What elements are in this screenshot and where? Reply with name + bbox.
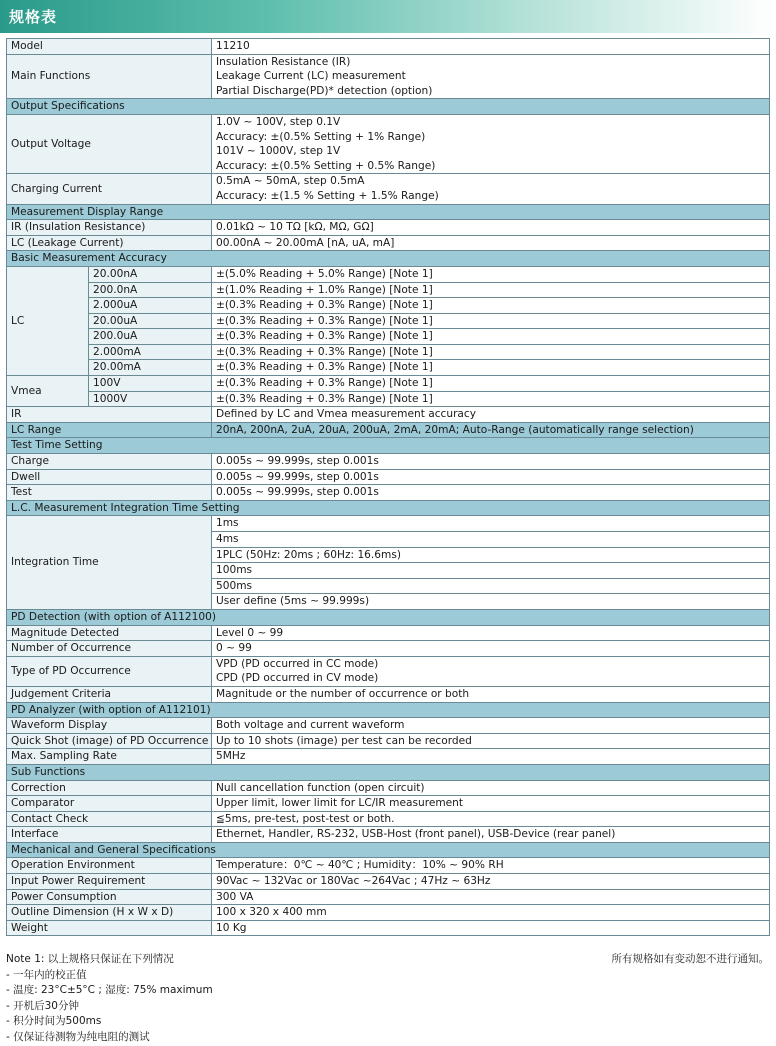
- section-title: Sub Functions: [7, 764, 770, 780]
- spec-value-line: Ethernet, Handler, RS-232, USB-Host (front panel), USB-Device (rear panel): [216, 828, 616, 841]
- spec-row: [7, 889, 770, 905]
- spec-label: Power Consumption: [7, 889, 212, 905]
- accuracy-value: ±(0.3% Reading + 0.3% Range) [Note 1]: [212, 313, 770, 329]
- spec-value: 4ms: [212, 532, 770, 548]
- spec-value-line: 300 VA: [216, 890, 254, 903]
- section-row: [7, 500, 770, 516]
- spec-value-line: 0.5mA ~ 50mA, step 0.5mA: [216, 175, 365, 188]
- section-row: [7, 609, 770, 625]
- spec-value: [212, 827, 770, 843]
- spec-value: User define (5ms ~ 99.999s): [212, 594, 770, 610]
- section-title: Measurement Display Range: [7, 204, 770, 220]
- accuracy-value: ±(0.3% Reading + 0.3% Range) [Note 1]: [212, 344, 770, 360]
- accuracy-row: [7, 344, 770, 360]
- spec-value: [212, 780, 770, 796]
- spec-label: Operation Environment: [7, 858, 212, 874]
- spec-value-line: CPD (PD occurred in CV mode): [216, 672, 379, 685]
- spec-value-line: 0.01kΩ ~ 10 TΩ [kΩ, MΩ, GΩ]: [216, 221, 374, 234]
- spec-value-line: Upper limit, lower limit for LC/IR measurement: [216, 797, 464, 810]
- spec-row: [7, 811, 770, 827]
- spec-label: Contact Check: [7, 811, 212, 827]
- section-row: [7, 251, 770, 267]
- note-line: - 仅保证待测物为纯电阻的测试: [6, 1030, 150, 1043]
- note-line: Note 1: 以上规格只保证在下列情况: [6, 953, 174, 965]
- spec-value-line: 90Vac ~ 132Vac or 180Vac ~264Vac ; 47Hz ~ 63Hz: [216, 875, 491, 888]
- spec-label: Comparator: [7, 796, 212, 812]
- spec-row: [7, 686, 770, 702]
- spec-row: [7, 235, 770, 251]
- group-label: Vmea: [7, 376, 89, 407]
- section-value: 20nA, 200nA, 2uA, 20uA, 200uA, 2mA, 20mA; Auto-Range (automatically range selection): [212, 422, 770, 438]
- spec-label: Input Power Requirement: [7, 874, 212, 890]
- spec-value: [212, 39, 770, 55]
- spec-label: LC (Leakage Current): [7, 235, 212, 251]
- spec-value: [212, 625, 770, 641]
- accuracy-row: [7, 360, 770, 376]
- section-row: [7, 764, 770, 780]
- spec-value: [212, 749, 770, 765]
- note-line: - 开机后30分钟: [6, 999, 79, 1012]
- notice-text: 所有规格如有变动恕不进行通知。: [611, 953, 769, 965]
- spec-value: [212, 174, 770, 204]
- range-label: 20.00nA: [89, 266, 212, 282]
- spec-value: [212, 874, 770, 890]
- section-row: [7, 99, 770, 115]
- spec-value: [212, 54, 770, 99]
- accuracy-value: ±(1.0% Reading + 1.0% Range) [Note 1]: [212, 282, 770, 298]
- spec-value: [212, 905, 770, 921]
- spec-label: Integration Time: [7, 516, 212, 610]
- spec-row: [7, 920, 770, 936]
- range-label: 200.0nA: [89, 282, 212, 298]
- spec-row: [7, 796, 770, 812]
- spec-row: [7, 858, 770, 874]
- spec-label: IR: [7, 407, 212, 423]
- spec-label: Model: [7, 39, 212, 55]
- note-line: - 积分时间为500ms: [6, 1015, 102, 1028]
- spec-row: [7, 827, 770, 843]
- spec-value: [212, 485, 770, 501]
- spec-label: Max. Sampling Rate: [7, 749, 212, 765]
- range-label: 100V: [89, 376, 212, 392]
- accuracy-row: [7, 266, 770, 282]
- accuracy-row: [7, 282, 770, 298]
- accuracy-value: ±(0.3% Reading + 0.3% Range) [Note 1]: [212, 329, 770, 345]
- spec-value-line: 00.00nA ~ 20.00mA [nA, uA, mA]: [216, 236, 395, 249]
- spec-value: 500ms: [212, 578, 770, 594]
- range-label: 200.0uA: [89, 329, 212, 345]
- accuracy-value: ±(0.3% Reading + 0.3% Range) [Note 1]: [212, 391, 770, 407]
- spec-row: [7, 220, 770, 236]
- spec-row: [7, 469, 770, 485]
- spec-label: Interface: [7, 827, 212, 843]
- spec-value-line: Leakage Current (LC) measurement: [216, 70, 406, 83]
- section-title: Output Specifications: [7, 99, 770, 115]
- spec-label: Charging Current: [7, 174, 212, 204]
- spec-value-line: Up to 10 shots (image) per test can be recorded: [216, 734, 472, 747]
- spec-value: [212, 796, 770, 812]
- accuracy-row: [7, 313, 770, 329]
- spec-value-line: 0.005s ~ 99.999s, step 0.001s: [216, 470, 379, 483]
- range-label: 2.000uA: [89, 298, 212, 314]
- integration-row: [7, 516, 770, 532]
- range-label: 2.000mA: [89, 344, 212, 360]
- range-label: 1000V: [89, 391, 212, 407]
- footer-notes: [6, 952, 769, 1046]
- spec-value: [212, 920, 770, 936]
- spec-value-line: 5MHz: [216, 750, 246, 763]
- spec-label: Output Voltage: [7, 114, 212, 173]
- spec-label: Quick Shot (image) of PD Occurrence: [7, 733, 212, 749]
- spec-row: [7, 407, 770, 423]
- section-row: [7, 842, 770, 858]
- section-title: PD Detection (with option of A112100): [7, 609, 770, 625]
- spec-value: [212, 469, 770, 485]
- page-title: 规格表: [9, 8, 58, 26]
- note-line: - 一年内的校正值: [6, 968, 87, 981]
- accuracy-row: [7, 298, 770, 314]
- accuracy-value: ±(5.0% Reading + 5.0% Range) [Note 1]: [212, 266, 770, 282]
- spec-row: [7, 54, 770, 99]
- section-row: [7, 438, 770, 454]
- spec-label: Weight: [7, 920, 212, 936]
- spec-value-line: Null cancellation function (open circuit): [216, 781, 425, 794]
- spec-row: [7, 656, 770, 686]
- spec-value-line: Magnitude or the number of occurrence or both: [216, 687, 470, 700]
- group-label: LC: [7, 266, 89, 375]
- spec-value-line: 0.005s ~ 99.999s, step 0.001s: [216, 455, 379, 468]
- spec-table: [6, 38, 770, 936]
- spec-value-line: Accuracy: ±(1.5 % Setting + 1.5% Range): [216, 189, 439, 202]
- spec-label: Main Functions: [7, 54, 212, 99]
- spec-row: [7, 733, 770, 749]
- section-row: [7, 204, 770, 220]
- accuracy-value: ±(0.3% Reading + 0.3% Range) [Note 1]: [212, 376, 770, 392]
- spec-value-line: 101V ~ 1000V, step 1V: [216, 145, 341, 158]
- spec-value-line: ≦5ms, pre-test, post-test or both.: [216, 812, 395, 825]
- spec-value-line: VPD (PD occurred in CC mode): [216, 657, 379, 670]
- spec-value-line: 0.005s ~ 99.999s, step 0.001s: [216, 486, 379, 499]
- spec-value: 1PLC (50Hz: 20ms ; 60Hz: 16.6ms): [212, 547, 770, 563]
- spec-value: [212, 686, 770, 702]
- spec-value: [212, 235, 770, 251]
- spec-value-line: 0 ~ 99: [216, 642, 252, 655]
- spec-value: [212, 220, 770, 236]
- spec-label: Correction: [7, 780, 212, 796]
- spec-value: [212, 454, 770, 470]
- accuracy-value: ±(0.3% Reading + 0.3% Range) [Note 1]: [212, 298, 770, 314]
- spec-value-line: Both voltage and current waveform: [216, 719, 405, 732]
- spec-value: [212, 114, 770, 173]
- spec-row: [7, 718, 770, 734]
- spec-row: [7, 905, 770, 921]
- accuracy-value: ±(0.3% Reading + 0.3% Range) [Note 1]: [212, 360, 770, 376]
- spec-row: [7, 174, 770, 204]
- spec-label: Magnitude Detected: [7, 625, 212, 641]
- spec-label: IR (Insulation Resistance): [7, 220, 212, 236]
- header-banner: [0, 0, 776, 33]
- spec-value: [212, 733, 770, 749]
- spec-value: 100ms: [212, 563, 770, 579]
- spec-label: Dwell: [7, 469, 212, 485]
- accuracy-row: [7, 376, 770, 392]
- spec-value: 1ms: [212, 516, 770, 532]
- spec-label: Type of PD Occurrence: [7, 656, 212, 686]
- spec-value-line: Temperature：0℃ ~ 40℃ ; Humidity：10% ~ 90% RH: [216, 859, 504, 872]
- spec-label: Charge: [7, 454, 212, 470]
- range-label: 20.00uA: [89, 313, 212, 329]
- spec-value-line: 10 Kg: [216, 921, 247, 934]
- spec-value-line: Accuracy: ±(0.5% Setting + 1% Range): [216, 130, 426, 143]
- section-title: Basic Measurement Accuracy: [7, 251, 770, 267]
- spec-value-line: Insulation Resistance (IR): [216, 55, 351, 68]
- section-title: Test Time Setting: [7, 438, 770, 454]
- spec-row: [7, 39, 770, 55]
- section-title: PD Analyzer (with option of A112101): [7, 702, 770, 718]
- spec-label: Outline Dimension (H x W x D): [7, 905, 212, 921]
- accuracy-row: [7, 391, 770, 407]
- spec-row: [7, 780, 770, 796]
- spec-value: [212, 889, 770, 905]
- spec-row: [7, 485, 770, 501]
- spec-value: [212, 407, 770, 423]
- spec-value: [212, 718, 770, 734]
- spec-label: Number of Occurrence: [7, 641, 212, 657]
- spec-label: Judgement Criteria: [7, 686, 212, 702]
- spec-row: [7, 454, 770, 470]
- spec-value: [212, 641, 770, 657]
- section-title: Mechanical and General Specifications: [7, 842, 770, 858]
- spec-value: [212, 656, 770, 686]
- spec-label: Waveform Display: [7, 718, 212, 734]
- spec-value-line: Defined by LC and Vmea measurement accuracy: [216, 408, 477, 421]
- spec-row: [7, 749, 770, 765]
- section-title: LC Range: [7, 422, 212, 438]
- spec-value-line: Accuracy: ±(0.5% Setting + 0.5% Range): [216, 159, 436, 172]
- accuracy-row: [7, 329, 770, 345]
- spec-value-line: Partial Discharge(PD)* detection (option): [216, 84, 433, 97]
- note-line: - 温度: 23°C±5°C ; 湿度: 75% maximum: [6, 984, 213, 997]
- spec-value: [212, 811, 770, 827]
- spec-row: [7, 874, 770, 890]
- section-row: [7, 422, 770, 438]
- spec-value-line: Level 0 ~ 99: [216, 626, 284, 639]
- section-title: L.C. Measurement Integration Time Setting: [7, 500, 770, 516]
- spec-label: Test: [7, 485, 212, 501]
- spec-row: [7, 114, 770, 173]
- section-row: [7, 702, 770, 718]
- spec-row: [7, 641, 770, 657]
- spec-value-line: 1.0V ~ 100V, step 0.1V: [216, 115, 341, 128]
- spec-value-line: 100 x 320 x 400 mm: [216, 906, 327, 919]
- spec-value-line: 11210: [216, 40, 250, 52]
- spec-row: [7, 625, 770, 641]
- range-label: 20.00mA: [89, 360, 212, 376]
- spec-value: [212, 858, 770, 874]
